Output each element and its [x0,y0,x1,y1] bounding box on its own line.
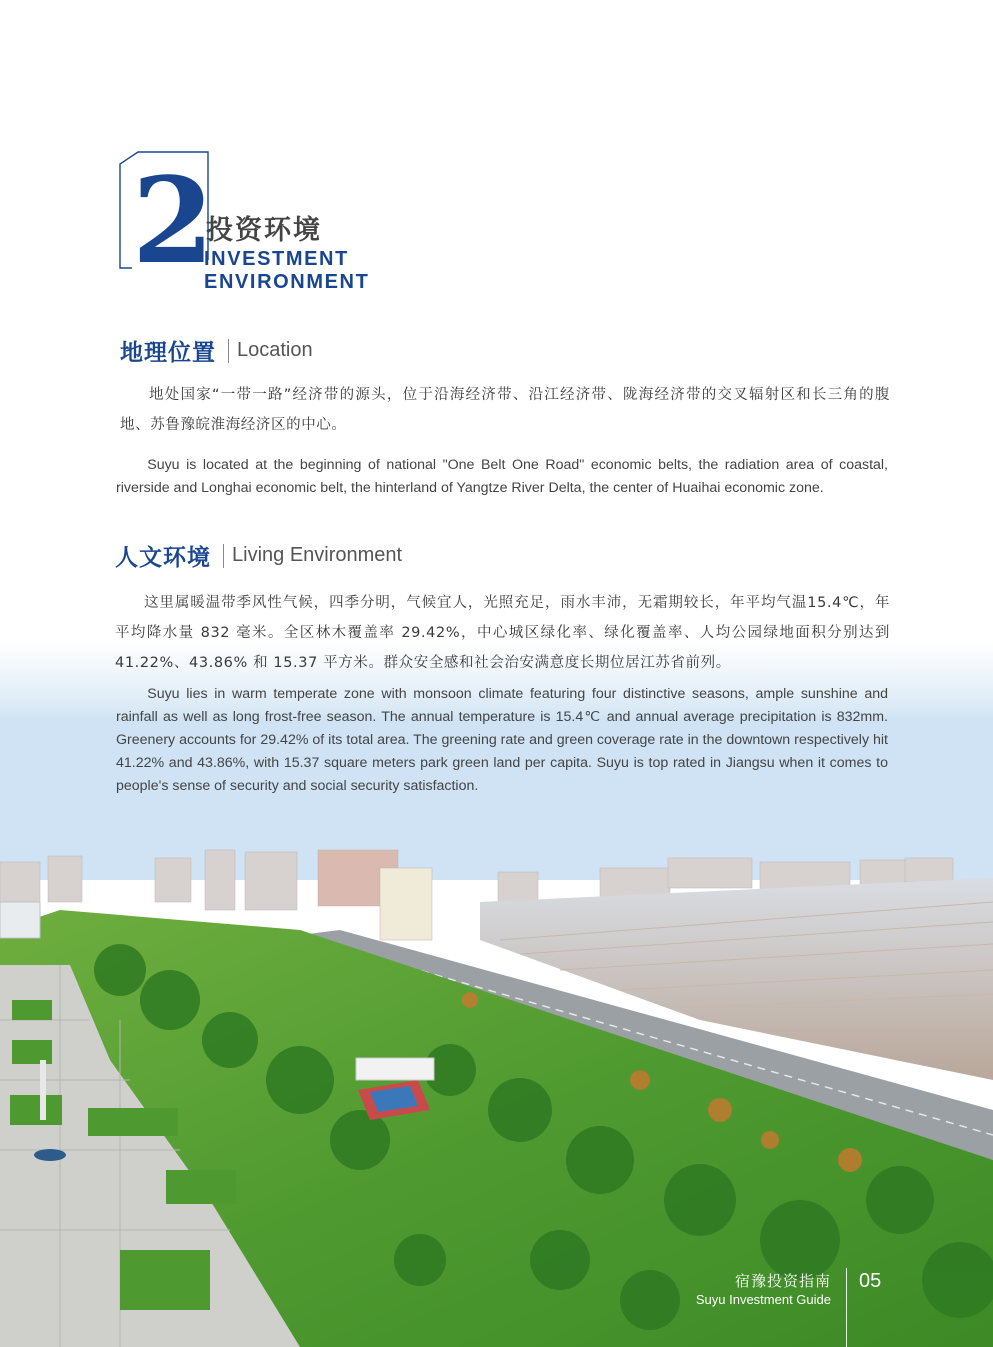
footer-divider [846,1268,847,1347]
chapter-heading [118,150,518,293]
guide-title-cn: 宿豫投资指南 [734,1272,831,1290]
page-number: 05 [859,1270,882,1292]
location-body-cn: 地处国家“一带一路”经济带的源头，位于沿海经济带、沿江经济带、陇海经济带的交叉辐射区和长三角的腹地、苏鲁豫皖淮海经济区的中心。 [120,387,890,433]
guide-title-en: Suyu Investment Guide [695,1292,831,1307]
heading-divider [228,339,229,363]
section-title-en: Location [237,339,313,361]
chapter-title-cn: 投资环境 [206,215,322,246]
section-title-en: Living Environment [232,544,403,566]
chapter-title-en: INVESTMENT ENVIRONMENT [204,248,370,293]
living-body-en: Suyu lies in warm temperate zone with monsoon climate featuring four distinctive seasons, ample sunshine and rainfall as well as long frost-free season. The annual temperature is 15.4℃ and annual average precipitation is 832mm. Greenery accounts for 29.42% of its total area. The greening rate and green coverage rate in the downtown respectively hit 41.22% and 43.86%, with 15.37 square meters park green land per capita. Suyu is top rated in Jiangsu when it comes to people's sense of security and social security satisfaction. [116,686,888,794]
section-heading-location [120,334,313,367]
living-body-cn: 这里属暖温带季风性气候，四季分明，气候宜人，光照充足，雨水丰沛，无霜期较长，年平均气温15.4℃，年平均降水量 832 毫米。全区林木覆盖率 29.42%，中心城区绿化率、绿化覆盖率、人均公园绿地面积分别达到 41.22%、43.86% 和 15.37 平方米。群众安全感和社会治安满意度长期位居江苏省前列。 [115,595,890,671]
heading-divider [223,544,224,568]
section-heading-living-environment [115,539,402,572]
chapter-number: 2 [132,151,213,290]
section-title-cn: 人文环境 [115,545,211,571]
section-title-cn: 地理位置 [120,340,216,366]
location-body-en: Suyu is located at the beginning of national "One Belt One Road" economic belts, the radiation area of coastal, riverside and Longhai economic belt, the hinterland of Yangtze River Delta, the center of Huaihai economic zone. [116,457,888,496]
page-footer [0,1268,993,1347]
